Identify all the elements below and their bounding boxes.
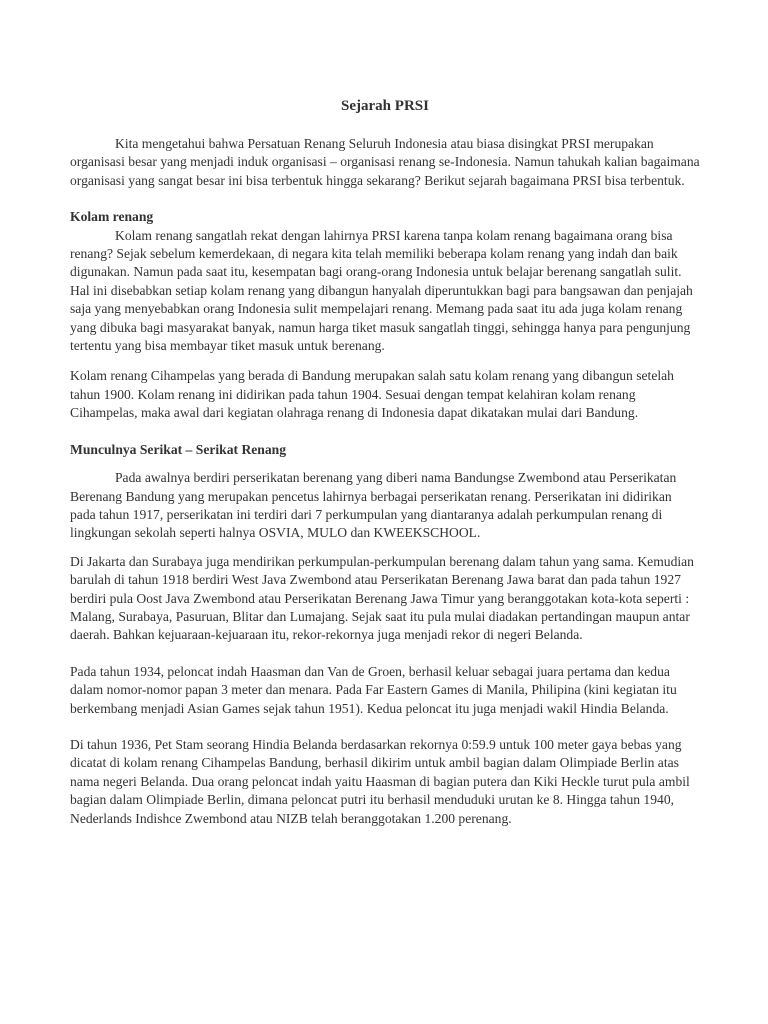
document-title: Sejarah PRSI [341, 98, 429, 114]
paragraph: Kolam renang Cihampelas yang berada di Bandung merupakan salah satu kolam renang yang dibangun setelah tahun 1900. Kolam renang ini didirikan pada tahun 1904. Sesuai dengan tempat kelahiran kolam renang Cihampelas, maka awal dari kegiatan olahraga renang di Indonesia dapat dikatakan mulai dari Bandung. [70, 368, 674, 421]
intro-paragraph: Kita mengetahui bahwa Persatuan Renang Seluruh Indonesia atau biasa disingkat PRSI merupakan organisasi besar yang menjadi induk organisasi – organisasi renang se-Indonesia. Namun tahukah kalian bagaimana organisasi yang sangat besar ini bisa terbentuk hingga sekarang? Berikut sejarah bagaimana PRSI bisa terbentuk. [70, 136, 700, 188]
paragraph: Di tahun 1936, Pet Stam seorang Hindia Belanda berdasarkan rekornya 0:59.9 untuk 100 meter gaya bebas yang dicatat di kolam renang Cihampelas Bandung, berhasil dikirim untuk ambil bagian dalam Olimpiade Berlin atas nama negeri Belanda. Dua orang peloncat indah yaitu Haasman di bagian putera dan Kiki Heckle turut pula ambil bagian dalam Olimpiade Berlin, dimana peloncat putri itu berhasil menduduki urutan ke 8. Hingga tahun 1940, Nederlands Indishce Zwembond atau NIZB telah beranggotakan 1.200 perenang. [70, 736, 690, 826]
paragraph: Di Jakarta dan Surabaya juga mendirikan perkumpulan-perkumpulan berenang dalam tahun yang sama. Kemudian barulah di tahun 1918 berdiri West Java Zwembond atau Perserikatan Berenang Jawa barat dan pada tahun 1927 berdiri pula Oost Java Zwembond atau Perserikatan Berenang Jawa Timur yang beranggotakan kota-kota seperti : Malang, Surabaya, Pasuruan, Blitar dan Lumajang. Sejak saat itu pula mulai diadakan pertandingan maupun antar daerah. Bahkan kejuaraan-kejuaraan itu, rekor-rekornya juga menjadi rekor di negeri Belanda. [70, 553, 694, 643]
document-page [70, 96, 700, 828]
paragraph: Kolam renang sangatlah rekat dengan lahirnya PRSI karena tanpa kolam renang bagaimana orang bisa renang? Sejak sebelum kemerdekaan, di negara kita telah memiliki beberapa kolam renang yang indah dan baik digunakan. Namun pada saat itu, kesempatan bagi orang-orang Indonesia untuk belajar berenang sangatlah sulit. Hal ini disebabkan setiap kolam renang yang dibangun hanyalah diperuntukkan bagi para bangsawan dan penjajah saja yang menyebabkan orang Indonesia sulit mempelajari renang. Memang pada saat itu ada juga kolam renang yang dibuka bagi masyarakat banyak, namun harga tiket masuk sangatlah tinggi, sehingga hanya para pengunjung tertentu yang bisa membayar tiket masuk untuk berenang. [70, 227, 693, 354]
paragraph: Pada tahun 1934, peloncat indah Haasman dan Van de Groen, berhasil keluar sebagai juara pertama dan kedua dalam nomor-nomor papan 3 meter dan menara. Pada Far Eastern Games di Manila, Philipina (kini kegiatan itu berkembang menjadi Asian Games sejak tahun 1951). Kedua peloncat itu juga menjadi wakil Hindia Belanda. [70, 663, 677, 716]
paragraph: Pada awalnya berdiri perserikatan berenang yang diberi nama Bandungse Zwembond atau Perserikatan Berenang Bandung yang merupakan pencetus lahirnya berbagai perserikatan renang. Perserikatan ini didirikan pada tahun 1917, perserikatan ini terdiri dari 7 perkumpulan yang diantaranya adalah perkumpulan renang di lingkungan sekolah seperti halnya OSVIA, MULO dan KWEEKSCHOOL. [70, 470, 677, 541]
section-heading-kolam-renang: Kolam renang [70, 209, 154, 225]
section-heading-serikat-renang: Munculnya Serikat – Serikat Renang [70, 441, 287, 457]
